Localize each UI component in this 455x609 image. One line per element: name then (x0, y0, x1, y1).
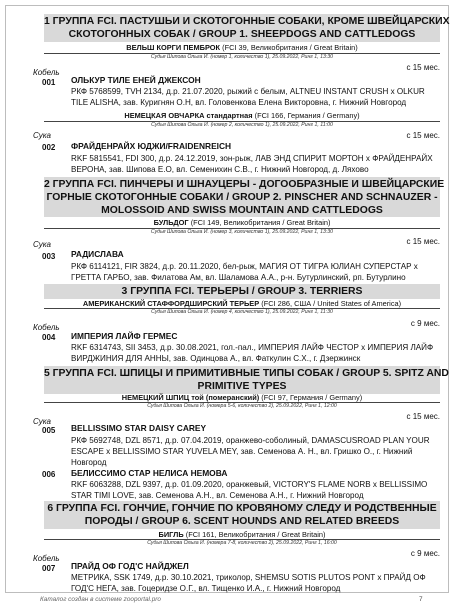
judge-line: Судья Шипова Ольга И. (номер 3, количество 1), 25.09.2022, Ринг 1, 13:30 (150, 229, 334, 235)
dog-info: ВЕРОНА, зав. Шипова Е.О, вл. Семенихин С.В., г. Нижний Новгород, д. Ляхово (71, 165, 369, 174)
entry-class: Сука (33, 131, 51, 140)
judge-line: Судья Шипова Ольга И. (номер 1, количество 1), 25.09.2022, Ринг 1, 13:30 (150, 54, 334, 60)
dog-name: РАДИСЛАВА (71, 249, 124, 259)
dog-info: ВИРДЖИНИЯ ДЛЯ АННЫ, зав. Одинцова А., вл. Фаткулин С.Х., г. Дзержинск (71, 354, 361, 363)
dog-name: ОЛЬКУР ТИЛЕ ЕНЕЙ ДЖЕКСОН (71, 75, 201, 85)
entry-class: Сука (33, 417, 51, 426)
group-title-line: 6 ГРУППА FCI. ГОНЧИЕ, ГОНЧИЕ ПО КРОВЯНОМУ СЛЕДУ И РОДСТВЕННЫЕ (47, 503, 437, 514)
entry-age: с 9 мес. (410, 319, 440, 328)
dog-info: Новгород (71, 458, 107, 467)
dog-info: RKF 6063288, DZL 9397, д.р. 01.09.2020, оранжевый, VICTORY'S FLAME NORB x BELLISSIMO (71, 480, 428, 489)
dog-info: РКФ 6114121, FIR 3824, д.р. 20.11.2020, бел-рыж, МАГИЯ ОТ ТИГРА ЮЛИАН СУПЕРСТАР x (71, 262, 418, 271)
dog-info: ГРЕТТА ГАРБО, зав. Филатова Ам, вл. Шаламова А.А., р-н. Бутурлинский, рп. Бутурлино (71, 273, 406, 282)
dog-name: ИМПЕРИЯ ЛАЙФ ГЕРМЕС (71, 331, 178, 341)
judge-line: Судья Шипова Ольга И. (номер 4, количество 1), 25.09.2022, Ринг 1, 11:30 (151, 309, 333, 315)
dog-info: ESCAPE x BELLISSIMO STAR YUVELA MEY, зав. Семенова А. Н., вл. Гришко О., г. Нижний (71, 447, 413, 456)
entry-class: Сука (33, 240, 51, 249)
page-number: 7 (419, 596, 423, 603)
entry-number: 005 (42, 426, 56, 435)
entry-number: 004 (42, 333, 56, 342)
breed-title: БУЛЬДОГ (FCI 149, Великобритания / Great Britain) (153, 218, 331, 227)
dog-name: BELLISSIMO STAR DAISY CAREY (71, 423, 207, 433)
entry-number: 006 (42, 470, 56, 479)
breed-title: АМЕРИКАНСКИЙ СТАФФОРДШИРСКИЙ ТЕРЬЕР (FCI 286, США / United States of America) (82, 299, 402, 308)
group-title-line: 3 ГРУППА FCI. ТЕРЬЕРЫ / GROUP 3. TERRIERS (121, 286, 363, 297)
breed-title: ВЕЛЬШ КОРГИ ПЕМБРОК (FCI 39, Великобритания / Great Britain) (126, 43, 358, 52)
group-title-line: 1 ГРУППА FCI. ПАСТУШЬИ И СКОТОГОННЫЕ СОБАКИ, КРОМЕ ШВЕЙЦАРСКИХ (44, 16, 450, 27)
group-title-line: ГОРНЫЕ СКОТОГОННЫЕ СОБАКИ / GROUP 2. PINSCHER AND SCHNAUZER - (46, 192, 438, 203)
entry-number: 003 (42, 252, 56, 261)
entry-number: 002 (42, 143, 56, 152)
dog-info: RKF 6314743, SII 3453, д.р. 30.08.2021, гол.-пал., ИМПЕРИЯ ЛАЙФ ЧЕСТОР x ИМПЕРИЯ ЛАЙФ (71, 343, 434, 352)
catalog-footer: Каталог создан в системе zooportal.pro (40, 596, 161, 603)
entry-number: 001 (42, 78, 56, 87)
entry-class: Кобель (33, 68, 60, 77)
group-header-2 (44, 177, 445, 217)
group-title-line: 2 ГРУППА FCI. ПИНЧЕРЫ И ШНАУЦЕРЫ - ДОГООБРАЗНЫЕ И ШВЕЙЦАРСКИЕ (44, 179, 445, 190)
dog-name: ФРАЙДЕНРАЙХ ЮДЖИ/FRAIDENREICH (71, 141, 232, 151)
group-title-line: СКОТОГОННЫХ СОБАК / GROUP 1. SHEEPDOGS AND CATTLEDOGS (68, 29, 416, 40)
judge-line: Судья Шипова Ольга И. (номер 2, количество 1), 25.09.2022, Ринг 1, 11:00 (151, 122, 333, 128)
judge-line: Судья Шипова Ольга И. (номера 5-6, количество 2), 25.09.2022, Ринг 1, 12:00 (147, 403, 337, 409)
judge-line: Судья Шипова Ольга И. (номера 7-8, количество 2), 25.09.2022, Ринг 1, 16:00 (147, 540, 337, 546)
group-header-6 (44, 501, 440, 529)
entry-age: с 15 мес. (406, 412, 440, 421)
group-header-5 (44, 366, 449, 394)
dog-info: РКФ 5768599, TVH 2134, д.р. 21.07.2020, рыжий с белым, ALTNEU INSTANT CRUSH x OLKUR (71, 87, 425, 96)
dog-info: РКФ 5692748, DZL 8571, д.р. 07.04.2019, оранжево-соболиный, DAMASCUSROAD PLAN YOUR (71, 436, 430, 445)
breed-title: БИГЛЬ (FCI 161, Великобритания / Great Britain) (158, 530, 326, 539)
entry-class: Кобель (33, 554, 60, 563)
group-title-line: MOLOSSOID AND SWISS MOUNTAIN AND CATTLEDOGS (101, 205, 383, 216)
dog-name: БЕЛИССИМО СТАР НЕЛИСА НЕМОВА (71, 468, 228, 478)
dog-name: ПРАЙД ОФ ГОД'С НАЙДЖЕЛ (71, 561, 189, 571)
breed-title: НЕМЕЦКАЯ ОВЧАРКА стандартная (FCI 166, Германия / Germany) (124, 111, 360, 120)
entry-number: 007 (42, 564, 56, 573)
dog-info: ГОД'С НЕГА, зав. Гоцеридзе О.Г., вл. Тищенко И.А., г. Нижний Новгород (71, 584, 341, 593)
group-header-1 (44, 14, 450, 42)
group-title-line: 5 ГРУППА FCI. ШПИЦЫ И ПРИМИТИВНЫЕ ТИПЫ СОБАК / GROUP 5. SPITZ AND (44, 368, 449, 379)
breed-title: НЕМЕЦКИЙ ШПИЦ той (померанский) (FCI 97, Германия / Germany) (121, 393, 363, 402)
entry-class: Кобель (33, 323, 60, 332)
dog-info: МЕТРИКА, SSK 1749, д.р. 30.10.2021, триколор, SHEMSU SOTIS PLUTOS PONT x ПРАЙД ОФ (71, 573, 426, 582)
dog-info: TILE ALISHA, зав. Куригнян О.Н, вл. Головенкова Елена Викторовна, г. Нижний Новгород (71, 98, 407, 107)
entry-age: с 15 мес. (406, 63, 440, 72)
dog-info: RKF 5815541, FDI 300, д.р. 24.12.2019, зон-рыж, ЛАВ ЭНД СПИРИТ МОРТОН x ФРАЙДЕНРАЙХ (71, 154, 433, 163)
entry-age: с 15 мес. (406, 237, 440, 246)
entry-age: с 9 мес. (410, 549, 440, 558)
group-title-line: ПОРОДЫ / GROUP 6. SCENT HOUNDS AND RELATED BREEDS (84, 516, 400, 527)
group-title-line: PRIMITIVE TYPES (197, 381, 287, 392)
entry-age: с 15 мес. (406, 131, 440, 140)
dog-info: STAR TIMI LOVE, зав. Семенова А.Н., вл. Семенова А.Н., г. Нижний Новгород (71, 491, 364, 500)
group-header-3 (44, 284, 440, 299)
